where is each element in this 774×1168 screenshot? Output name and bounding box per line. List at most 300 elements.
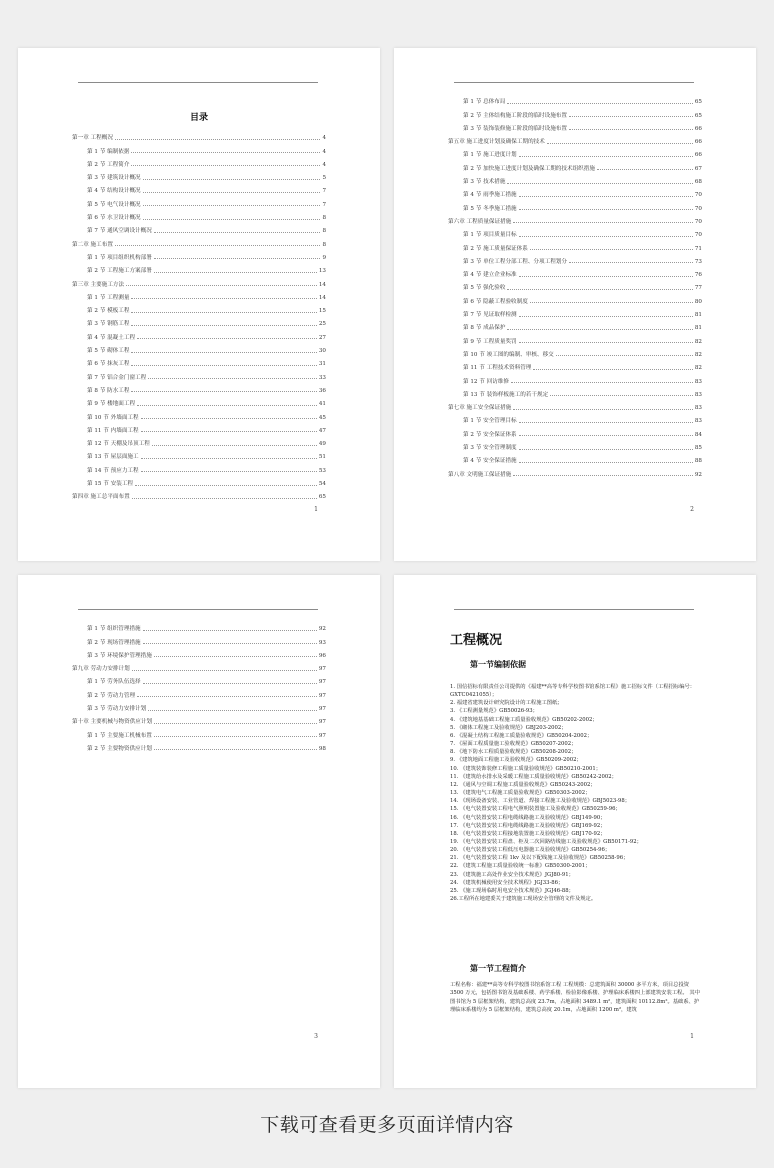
toc-entry[interactable] [72,434,326,447]
toc-entry[interactable] [72,194,326,207]
toc-entry-page: 92 [694,471,702,478]
toc-leader-dots [154,656,317,657]
toc-entry-page: 83 [694,391,702,398]
toc-page-3 [18,575,380,1088]
toc-entry-label: 第 2 节 劳动力管理 [87,692,136,699]
basis-item: 4. 《建筑地基基础工程施工质量验收规范》GB50202-2002； [450,716,598,723]
toc-leader-dots [143,192,321,193]
toc-leader-dots [143,205,321,206]
basis-item: 21. 《电气装置安装工程 1kv 及以下配线施工及验收规范》GB50258-96； [450,855,629,862]
toc-entry[interactable] [72,128,326,141]
basis-item: 18. 《电气装置安装工程接地装置施工及验收规范》GBJ170-92； [450,830,606,837]
toc-entry-page: 8 [322,215,326,222]
header-rule [78,609,318,610]
basis-item: 26.工程所在地建委关于建筑施工现场安全管理的文件及规定。 [450,896,597,903]
toc-entry-page: 15 [318,308,326,315]
toc-leader-dots [550,395,693,396]
toc-entry-label: 第 2 节 工程简介 [87,161,130,168]
toc-entry-label: 第 11 节 工程技术资料管理 [463,365,532,372]
toc-entry-page: 97 [318,706,326,713]
toc-entry[interactable] [72,460,326,473]
toc-leader-dots [530,302,693,303]
toc-entry-label: 第 13 节 屋层面施工 [87,454,139,461]
basis-item: 3. 《工程测量规范》GB50026-93； [450,708,538,715]
toc-leader-dots [519,209,693,210]
toc-entry-page: 67 [694,165,702,172]
toc-entry[interactable] [72,646,326,659]
toc-entry-page: 70 [694,205,702,212]
toc-entry-page: 73 [694,258,702,265]
toc-entry-label: 第四章 施工总平面布置 [72,494,130,501]
toc-entry[interactable] [72,168,326,181]
toc-entry-page: 82 [694,365,702,372]
toc-entry-page: 4 [322,135,326,142]
toc-entry[interactable] [72,261,326,274]
basis-item: 19. 《电气装置安装工程盘、柜及二次回路结线施工及验收规范》GB50171-92； [450,838,642,845]
toc-leader-dots [530,249,693,250]
toc-entry-label: 第 1 节 项目组织机构部署 [87,254,152,261]
toc-entry[interactable] [72,739,326,752]
toc-entry-page: 36 [318,387,326,394]
toc-entry-label: 第 1 节 项目质量目标 [463,232,517,239]
toc-leader-dots [143,643,317,644]
toc-entry[interactable] [448,252,702,265]
toc-leader-dots [131,391,316,392]
toc-entry[interactable] [72,725,326,738]
content-page-1 [394,575,756,1088]
toc-entry-label: 第 2 节 模板工程 [87,308,130,315]
toc-leader-dots [569,116,693,117]
toc-entry[interactable] [72,327,326,340]
toc-entry-label: 第 11 节 内墙面工程 [87,427,139,434]
basis-item: 2. 福建省建筑设计研究院设计的工程施工图纸； [450,700,563,707]
toc-leader-dots [154,258,321,259]
toc-entry-label: 第 3 节 装饰装修施工阶段的临时设施布置 [463,125,567,132]
toc-entry[interactable] [72,234,326,247]
basis-item: 16. 《电气装置安装工程电缆线路施工及验收规范》GBJ149-90； [450,814,606,821]
toc-entry-page: 70 [694,218,702,225]
toc-entry-label: 第五章 施工进度计划及确保工期的技术 [448,139,545,146]
toc-entry[interactable] [448,385,702,398]
toc-entry[interactable] [72,274,326,287]
toc-entry-label: 第十章 主要机械与物资供应计划 [72,719,153,726]
basis-item: 1. 国信招标有限责任公司提供的《福建**高等专科学校图书馆系馆工程》施工招标文件（工程招标编号：GXTC0421055）； [450,684,696,699]
toc-entry-label: 第 5 节 砌体工程 [87,348,130,355]
header-rule [78,82,318,83]
toc-leader-dots [507,183,692,184]
toc-entry[interactable] [72,394,326,407]
toc-entry-label: 第 12 节 回访维修 [463,378,510,385]
download-prompt: 下载可查看更多页面详情内容 [260,1114,514,1136]
toc-entry[interactable] [448,451,702,464]
toc-entry[interactable] [72,474,326,487]
toc-entry-page: 49 [318,441,326,448]
toc-entry[interactable] [448,185,702,198]
toc-entry-page: 71 [694,245,702,252]
toc-leader-dots [569,129,693,130]
toc-entry-label: 第 1 节 主要施工机械布置 [87,732,152,739]
toc-entry-label: 第 6 节 抹灰工程 [87,361,130,368]
toc-leader-dots [519,236,693,237]
toc-entry-label: 第 2 节 加快施工进度计划及确保工期的技术组织措施 [463,165,595,172]
toc-entry-label: 第 3 节 单位工程分部工程、分项工程划分 [463,258,567,265]
toc-leader-dots [131,298,316,299]
toc-leader-dots [115,245,321,246]
toc-entry-label: 第 5 节 冬季施工措施 [463,205,517,212]
toc-entry-label: 第 4 节 安全保证措施 [463,458,517,465]
toc-entry-page: 76 [694,272,702,279]
toc-entry-label: 第 1 节 组织管理措施 [87,626,141,633]
toc-entry-label: 第 12 节 天棚及吊顶工程 [87,441,150,448]
toc-leader-dots [131,165,320,166]
toc-leader-dots [131,325,316,326]
toc-entry[interactable] [72,685,326,698]
toc-leader-dots [569,262,693,263]
toc-entry-page: 85 [694,445,702,452]
toc-entry-label: 第 2 节 主要物资供应计划 [87,745,152,752]
toc-entry-page: 14 [318,294,326,301]
toc-entry-label: 第 2 节 现场管理措施 [87,639,141,646]
toc-entry-label: 第三章 主要施工方法 [72,281,125,288]
toc-entry-page: 31 [318,361,326,368]
toc-entry[interactable] [448,238,702,251]
toc-leader-dots [141,418,317,419]
toc-entry[interactable] [72,367,326,380]
toc-leader-dots [132,670,317,671]
toc-leader-dots [143,179,321,180]
toc-page-1 [18,48,380,561]
toc-entry[interactable] [72,487,326,500]
toc-entry-page: 47 [318,427,326,434]
toc-entry[interactable] [72,288,326,301]
toc-entry-label: 第 8 节 防水工程 [87,387,130,394]
toc-entry[interactable] [448,172,702,185]
toc-entry[interactable] [448,398,702,411]
toc-entry-label: 第 2 节 安全保证体系 [463,431,517,438]
toc-leader-dots [154,736,317,737]
toc-entry[interactable] [72,632,326,645]
toc-entry-page: 98 [318,745,326,752]
toc-entry[interactable] [448,411,702,424]
toc-entry-page: 97 [318,732,326,739]
toc-entry-label: 第 15 节 安装工程 [87,481,134,488]
toc-entry-label: 第 4 节 结构设计概况 [87,188,141,195]
toc-entry-label: 第六章 工程质量保证措施 [448,218,512,225]
toc-entry-label: 第 14 节 预应力工程 [87,467,139,474]
toc-entry-label: 第 6 节 隐蔽工程验收制度 [463,298,528,305]
toc-entry-label: 第 1 节 安全管理目标 [463,418,517,425]
toc-leader-dots [131,365,316,366]
toc-entry-page: 70 [694,232,702,239]
toc-entry-page: 92 [318,626,326,633]
toc-entries [448,92,702,478]
toc-entry-label: 第 5 节 电气设计概况 [87,201,141,208]
basis-item: 6. 《混凝土结构工程施工质量验收规范》GB50204-2002； [450,732,593,739]
toc-entry[interactable] [72,699,326,712]
toc-entry-page: 97 [318,692,326,699]
toc-entry-page: 97 [318,719,326,726]
toc-entry-page: 27 [318,334,326,341]
toc-entry-label: 第 10 节 竣工图的编制、审核、移交 [463,351,554,358]
toc-entry[interactable] [72,354,326,367]
toc-leader-dots [131,312,316,313]
toc-entry[interactable] [72,208,326,221]
toc-entry-page: 7 [322,201,326,208]
toc-entry[interactable] [448,158,702,171]
toc-leader-dots [135,485,317,486]
basis-item: 22. 《建筑工程施工质量验收统一标准》GB50300-2001； [450,863,591,870]
toc-entry-page: 84 [694,431,702,438]
toc-entry-page: 4 [322,161,326,168]
toc-entry-page: 30 [318,348,326,355]
toc-leader-dots [519,449,693,450]
toc-entry[interactable] [72,712,326,725]
toc-entry-label: 第 3 节 建筑设计概况 [87,175,141,182]
page-number: 1 [314,506,318,513]
toc-entry-label: 第 1 节 编制依据 [87,148,130,155]
toc-leader-dots [511,382,693,383]
toc-entry-page: 7 [322,188,326,195]
toc-entry-label: 第 13 节 装饰样板施工的若干规定 [463,391,549,398]
toc-entry-label: 第 6 节 水卫设计概况 [87,215,141,222]
toc-leader-dots [143,630,317,631]
toc-leader-dots [143,219,321,220]
toc-leader-dots [519,342,693,343]
toc-entry[interactable] [448,105,702,118]
toc-entry[interactable] [448,132,702,145]
toc-leader-dots [519,316,693,317]
basis-item: 24. 《建筑机械使用安全技术规程》JGJ33-86； [450,879,564,886]
toc-leader-dots [154,749,317,750]
toc-entry-label: 第 2 节 主体结构施工阶段的临时设施布置 [463,112,567,119]
toc-entry-page: 4 [322,148,326,155]
toc-leader-dots [533,369,692,370]
toc-entry-page: 25 [318,321,326,328]
toc-entry-label: 第 4 节 建立企业标准 [463,272,517,279]
toc-entry[interactable] [72,421,326,434]
toc-entry[interactable] [448,305,702,318]
toc-entry[interactable] [448,265,702,278]
section-heading-basis: 第一节编制依据 [470,660,526,669]
toc-leader-dots [152,445,317,446]
toc-leader-dots [547,143,693,144]
basis-item: 9. 《建筑地面工程施工及验收规范》GB50209-2002； [450,757,582,764]
toc-entry-page: 81 [694,312,702,319]
toc-leader-dots [141,431,317,432]
toc-entry-page: 13 [318,268,326,275]
toc-entry-label: 第 3 节 劳动力安排计划 [87,706,147,713]
header-rule [454,609,694,610]
toc-entry[interactable] [448,291,702,304]
intro-paragraph: 工程名称：福建**高等专科学校图书馆系馆工程 工程规模：总建筑面积 30000 多平方米，项目总投资 3500 万元，包括图书馆及基础系楼、药学系楼、检验影像系楼、护理临床系楼四上部建筑安装工程。 其中图书馆为 5 层框架结构，建筑总高度 23.7m，占地面积 3489.1 m²，建筑面积 10112.8m²。基础系、护理临床系楼均为 5 层框架结构，建筑总高度 20.1m，占地面积 1200 m²，建筑 [450,982,700,1014]
toc-entry[interactable] [72,314,326,327]
toc-entry[interactable] [72,141,326,154]
toc-leader-dots [519,435,693,436]
toc-entry-page: 68 [694,179,702,186]
toc-entry-page: 82 [694,338,702,345]
toc-entry[interactable] [448,345,702,358]
toc-entry-label: 第九章 劳动力安排计划 [72,666,130,673]
toc-entry[interactable] [448,424,702,437]
toc-leader-dots [513,222,693,223]
toc-entry-label: 第 2 节 工程施工方案部署 [87,268,152,275]
toc-entry[interactable] [448,92,702,105]
toc-entry-page: 65 [318,494,326,501]
toc-entry-label: 第 10 节 外墙面工程 [87,414,139,421]
toc-entry-page: 97 [318,679,326,686]
toc-leader-dots [519,422,693,423]
toc-entry[interactable] [448,318,702,331]
toc-leader-dots [154,723,317,724]
basis-item: 23. 《建筑施工高处作业安全技术规范》JGJ80-91； [450,871,574,878]
toc-entry[interactable] [72,619,326,632]
toc-entry[interactable] [448,145,702,158]
toc-entry[interactable] [72,659,326,672]
basis-item: 12. 《通风与空调工程施工质量验收规范》GB50243-2002； [450,781,596,788]
toc-entry-page: 53 [318,467,326,474]
toc-entry-page: 33 [318,374,326,381]
toc-entry-page: 8 [322,241,326,248]
toc-entry-page: 66 [694,139,702,146]
toc-entry[interactable] [72,447,326,460]
toc-title: 目录 [189,113,208,123]
basis-item: 10. 《建筑装饰装修工程施工质量验收规范》GB50210-2001； [450,765,601,772]
toc-leader-dots [513,409,693,410]
toc-entry[interactable] [72,181,326,194]
toc-entry-page: 81 [694,325,702,332]
toc-leader-dots [519,156,693,157]
header-rule [454,82,694,83]
toc-entry-label: 第 5 节 强化验收 [463,285,506,292]
toc-leader-dots [154,272,317,273]
basis-item: 17. 《电气装置安装工程电缆线路施工及验收规范》GBJ169-92； [450,822,606,829]
toc-entry-page: 9 [322,254,326,261]
page-number: 1 [690,1033,694,1040]
toc-entry[interactable] [448,371,702,384]
toc-entry-page: 88 [694,458,702,465]
toc-entry-page: 83 [694,418,702,425]
toc-leader-dots [519,462,693,463]
toc-leader-dots [132,498,317,499]
toc-leader-dots [137,696,317,697]
basis-item: 11. 《建筑给水排水及采暖工程施工质量验收规范》GB50242-2002； [450,773,617,780]
toc-entries [72,128,326,500]
toc-leader-dots [513,475,693,476]
toc-leader-dots [141,471,317,472]
toc-entry-label: 第 3 节 环境保护管理措施 [87,652,152,659]
toc-entry-label: 第 3 节 钢筋工程 [87,321,130,328]
basis-item: 5. 《砌体工程施工及验收规范》GBJ203-2002； [450,724,567,731]
toc-entry[interactable] [448,331,702,344]
toc-entry-label: 第八章 文明施工保证措施 [448,471,512,478]
toc-entry-label: 第 7 节 见证取样检测 [463,312,517,319]
toc-leader-dots [507,329,692,330]
toc-entry-label: 第 1 节 劳务队伍选择 [87,679,141,686]
toc-entry[interactable] [72,381,326,394]
section-heading-intro: 第一节工程简介 [470,964,526,973]
toc-entry[interactable] [448,212,702,225]
toc-leader-dots [154,232,321,233]
toc-entry-page: 93 [318,639,326,646]
toc-entry-page: 41 [318,401,326,408]
toc-entry-label: 第 2 节 施工质量保证体系 [463,245,528,252]
toc-entry-label: 第 1 节 工程测量 [87,294,130,301]
toc-entry-label: 第 7 节 铝合金门窗工程 [87,374,147,381]
toc-entry-label: 第一章 工程概况 [72,135,113,142]
toc-leader-dots [556,355,693,356]
toc-entry-label: 第 3 节 技术措施 [463,179,506,186]
toc-entry[interactable] [448,119,702,132]
page-number: 3 [314,1033,318,1040]
toc-leader-dots [137,338,317,339]
toc-leader-dots [148,378,317,379]
toc-entry-label: 第 1 节 施工进度计划 [463,152,517,159]
toc-entry-label: 第 4 节 雨季施工措施 [463,192,517,199]
toc-entry-page: 96 [318,652,326,659]
toc-entry[interactable] [448,438,702,451]
toc-entry-label: 第 9 节 楼地面工程 [87,401,136,408]
toc-entry-page: 54 [318,481,326,488]
toc-entry[interactable] [72,672,326,685]
toc-entry-label: 第二章 施工布置 [72,241,113,248]
toc-leader-dots [137,405,317,406]
toc-entry-page: 70 [694,192,702,199]
toc-entry[interactable] [448,278,702,291]
basis-item: 7. 《屋面工程质量施工验收规范》GB50207-2002； [450,741,577,748]
toc-entry[interactable] [72,221,326,234]
toc-entry[interactable] [448,358,702,371]
toc-entry[interactable] [72,248,326,261]
toc-leader-dots [507,103,692,104]
toc-leader-dots [131,152,320,153]
toc-entry[interactable] [448,464,702,477]
basis-item: 8. 《地下防水工程质量验收规范》GB50208-2002； [450,749,577,756]
toc-entry[interactable] [72,155,326,168]
toc-entry-page: 66 [694,125,702,132]
toc-entry[interactable] [72,341,326,354]
toc-entry[interactable] [72,301,326,314]
toc-entry-label: 第 4 节 混凝土工程 [87,334,136,341]
page-number: 2 [690,506,694,513]
toc-entry-page: 51 [318,454,326,461]
toc-entry-label: 第七章 施工安全保证措施 [448,405,512,412]
toc-list [72,619,326,752]
toc-entry-page: 77 [694,285,702,292]
chapter-title: 工程概况 [450,633,503,648]
toc-entry-page: 83 [694,405,702,412]
toc-entry-page: 82 [694,351,702,358]
toc-entry[interactable] [72,407,326,420]
basis-item: 20. 《电气装置安装工程低压电器施工及验收规范》GB50254-96； [450,847,611,854]
toc-entry-page: 97 [318,666,326,673]
basis-item: 25. 《施工现场临时用电安全技术规范》JGJ46-88； [450,887,574,894]
toc-page-2 [394,48,756,561]
toc-entry-page: 66 [694,152,702,159]
toc-leader-dots [141,458,317,459]
toc-entry-page: 14 [318,281,326,288]
toc-entry-page: 45 [318,414,326,421]
basis-item: 13. 《建筑电气工程施工质量验收规范》GB50303-2002； [450,790,591,797]
toc-entry-label: 第 3 节 安全管理制度 [463,445,517,452]
toc-leader-dots [115,139,321,140]
toc-leader-dots [143,683,317,684]
toc-entry[interactable] [448,198,702,211]
toc-entries [72,619,326,752]
toc-entry[interactable] [448,225,702,238]
toc-entry-page: 65 [694,112,702,119]
toc-entry-page: 65 [694,99,702,106]
toc-entry-label: 第 1 节 总体布局 [463,99,506,106]
